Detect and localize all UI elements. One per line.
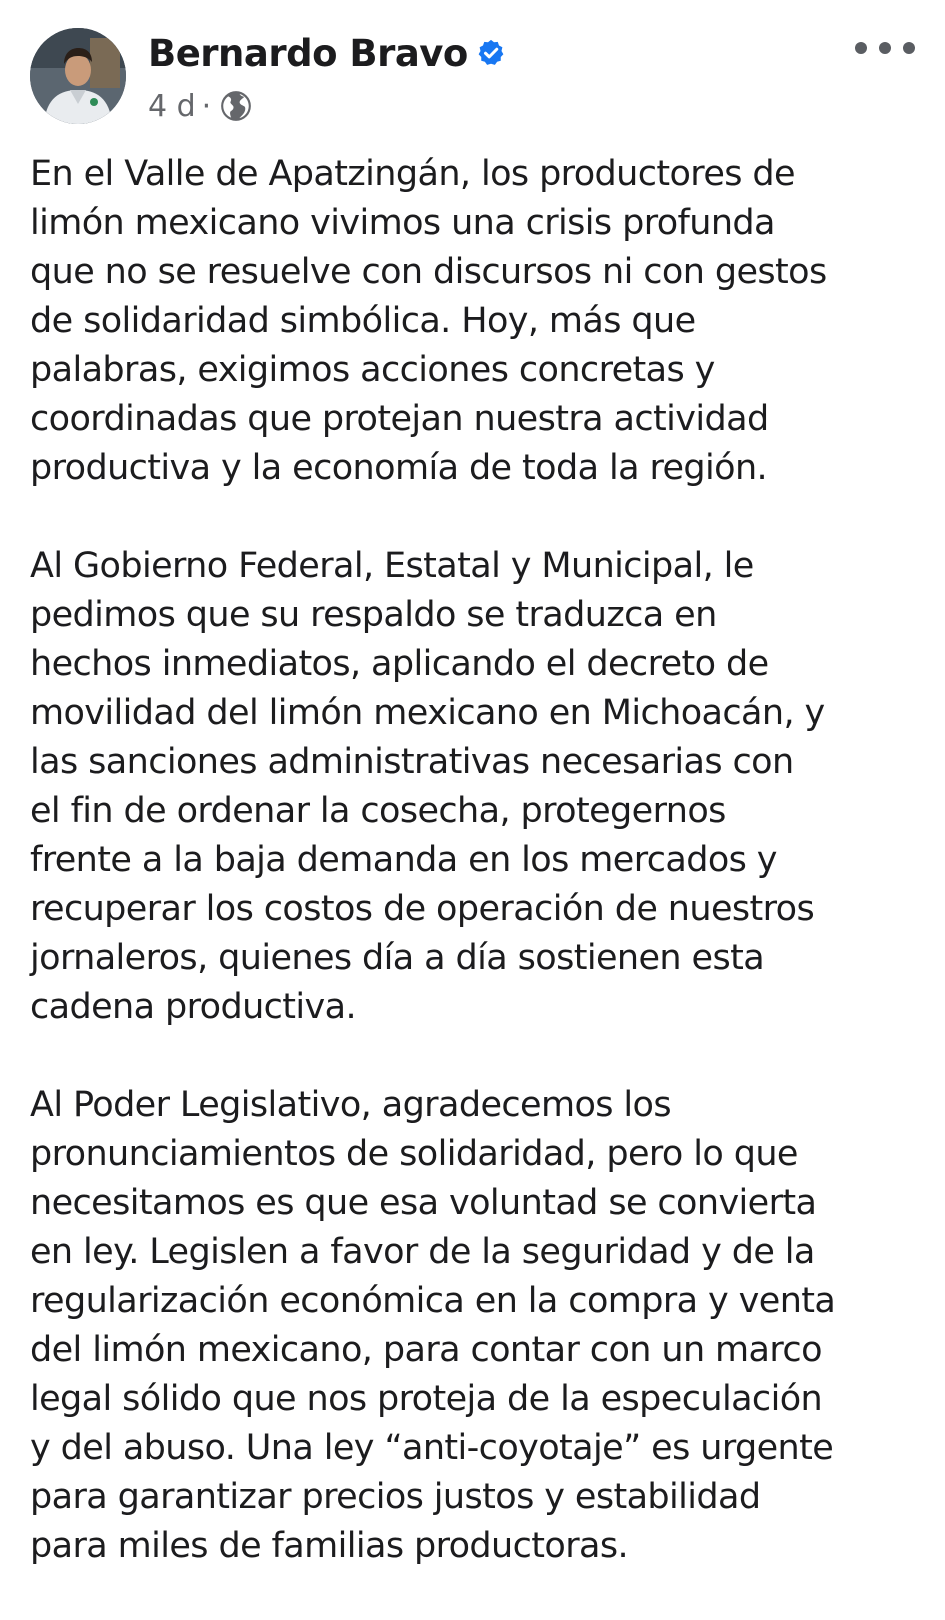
post-header xyxy=(30,28,915,128)
post-paragraph-3: Al Poder Legislativo, agradecemos los pronunciamientos de solidaridad, pero lo que necesitamos es que esa voluntad se convierta en ley. Legislen a favor de la seguridad y de la regularización económica en la compra y venta del limón mexicano, para contar con un marco legal sólido que nos proteja de la especulación y del abuso. Una ley “anti-coyotaje” es urgente para garantizar precios justos y estabilidad para miles de familias productoras. xyxy=(30,1085,836,1566)
post-meta xyxy=(148,86,506,126)
post-paragraph-2: Al Gobierno Federal, Estatal y Municipal, le pedimos que su respaldo se traduzca en hechos inmediatos, aplicando el decreto de movilidad del limón mexicano en Michoacán, y las sanciones administrativas necesarias con el fin de ordenar la cosecha, protegernos frente a la baja demanda en los mercados y recuperar los costos de operación de nuestros jornaleros, quienes día a día sostienen esta cadena productiva. xyxy=(30,546,825,1027)
more-dot xyxy=(855,42,867,54)
more-dot xyxy=(903,42,915,54)
author-row xyxy=(148,30,506,76)
avatar[interactable] xyxy=(30,28,126,124)
post-time[interactable]: 4 d xyxy=(148,88,196,124)
verified-badge-icon xyxy=(476,38,506,68)
more-dot xyxy=(879,42,891,54)
author-block xyxy=(148,30,506,126)
post-paragraph-1: En el Valle de Apatzingán, los productores de limón mexicano vivimos una crisis profunda que no se resuelve con discursos ni con gestos de solidaridad simbólica. Hoy, más que palabras, exigimos acciones concretas y coordinadas que protejan nuestra actividad productiva y la economía de toda la región. xyxy=(30,154,827,488)
post-body xyxy=(30,150,915,1620)
globe-icon[interactable] xyxy=(219,89,253,123)
meta-separator: · xyxy=(201,88,212,124)
author-name[interactable]: Bernardo Bravo xyxy=(148,31,468,75)
more-options-icon[interactable] xyxy=(855,36,915,60)
